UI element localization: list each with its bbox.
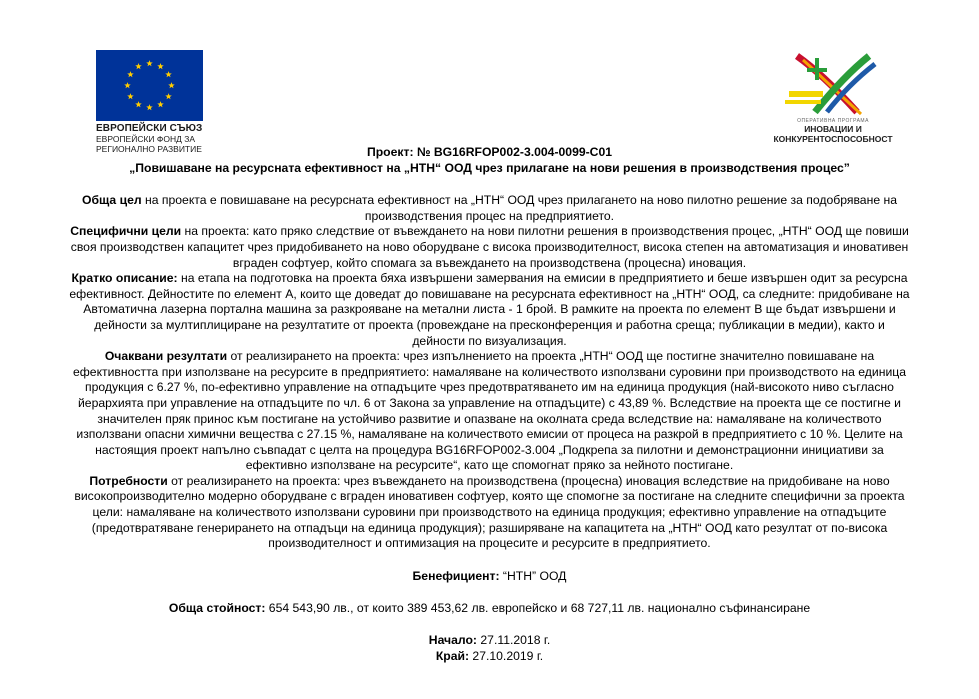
total-cost	[10, 601, 969, 617]
start-date-value: 27.11.2018 г.	[477, 633, 551, 648]
beneficiary-value: “НТН” ООД	[499, 568, 567, 583]
program-subtitle: ОПЕРАТИВНА ПРОГРАМА	[797, 118, 869, 124]
summary-line: дейности за мултиплициране на резултатите от проекта (провеждане на пресконференция и работна среща; публикации в медии), както и	[94, 317, 885, 332]
results-line: ефективността при използване на ресурсите в предприятието: намаляване на количеството използвани суровини при производството на единица	[72, 364, 907, 379]
beneficiary	[10, 569, 969, 585]
end-date-value: 27.10.2019 г.	[469, 648, 544, 663]
specific-goals-line: вграден софтуер, който спомага за въвеждането на производствена (процесна) иновация.	[232, 255, 747, 270]
eu-flag-icon	[96, 50, 203, 121]
general-goal-label: Обща цел	[81, 193, 142, 208]
start-date-label: Начало:	[428, 633, 477, 648]
project-number: Проект: № BG16RFOP002-3.004-0099-C01	[366, 145, 613, 159]
specific-goals-line: своя производствен капацитет чрез придобиването на ново оборудване с висока производителност, висока степен на автоматизация и иновативен	[70, 239, 909, 254]
program-logo	[768, 50, 898, 144]
specific-goals: Специфични цели на проекта: като пряко следствие от въвеждането на нови пилотни решения в производствения процес, „НТН“ ООД ще повиши	[70, 224, 909, 239]
needs-label: Потребности	[89, 473, 168, 488]
needs-line: високопроизводително модерно оборудване с вграден иновативен софтуер, която ще спомогне за постигане на следните специфични за проекта	[74, 489, 905, 504]
eu-fund-line2: РЕГИОНАЛНО РАЗВИТИЕ	[96, 144, 202, 154]
results-line: настоящия проект напълно съвпадат с целта на процедура BG16RFOP002-3.004 „Подкрепа за пилотни и демонстрационни инициативи за	[95, 442, 884, 457]
results-line: използвани опасни химични вещества с 27.15 %, намаляване на количеството емисии от процеса на разкрой в предприятието с 10 %. Целите на	[76, 427, 903, 442]
specific-goals-label: Специфични цели	[70, 224, 182, 239]
expected-results-label: Очаквани резултати	[104, 349, 228, 364]
project-title: „Повишаване на ресурсната ефективност на „НТН“ ООД чрез прилагане на нови решения в производствения процес”	[129, 160, 850, 175]
results-line: продукция с 6.27 %, по-ефективно управление на отпадъците чрез предотвратяването им на единица продукция (най-високото ниво съгласно	[85, 380, 894, 395]
summary: Кратко описание: на етапа на подготовка на проекта бяха извършени замервания на емисии в предприятието и беше извършен одит за ресурсна	[71, 271, 908, 286]
total-cost-label: Обща стойност:	[168, 601, 266, 616]
summary-line: дейности по визуализация.	[412, 333, 567, 348]
needs-line: производителност и оптимизация на процесите и ресурсите в предприятието.	[268, 536, 711, 551]
program-name-line1: ИНОВАЦИИ И	[804, 124, 862, 134]
needs-line: (предотвратяване генерирането на отпадъци на единица продукция); разширяване на капацитета на „НТН“ ООД като резултат от по-висока	[91, 520, 888, 535]
general-goal: Обща цел на проекта е повишаване на ресурсната ефективност на „НТН“ ООД чрез прилагането на ново пилотно решение за подобряване на	[81, 193, 897, 208]
program-mark-icon	[777, 50, 889, 116]
results-line: йерархията при управление на отпадъците по чл. 6 от Закона за управление на отпадъците) с 43,89 %. Вследствие на проекта ще се постигне и	[78, 395, 901, 410]
summary-line: ефективност. Дейностите по елемент А, които ще доведат до повишаване на ресурсната ефективност на „НТН“ ООД, са следните: придобиване на	[69, 286, 910, 301]
needs: Потребности от реализирането на проекта: чрез въвеждането на производствена (процесна) иновация вследствие на придобиване на ново	[89, 473, 890, 488]
summary-label: Кратко описание:	[71, 271, 178, 286]
end-date	[10, 649, 969, 665]
needs-line: цели: намаляване на количеството използвани суровини при производството на единица продукция; ефективно управление на отпадъците	[92, 505, 887, 520]
results-line: значителен пряк принос към постигане на устойчиво развитие и опазване на околната среда вследствие на: намаляване на количеството	[97, 411, 882, 426]
program-name-line2: КОНКУРЕНТОСПОСОБНОСТ	[773, 134, 893, 144]
total-cost-value: 654 543,90 лв., от които 389 453,62 лв. европейско и 68 727,11 лв. национално съфинансиране	[265, 601, 811, 616]
eu-fund-line1: ЕВРОПЕЙСКИ ФОНД ЗА	[96, 134, 196, 144]
start-date	[10, 633, 969, 649]
end-date-label: Край:	[435, 648, 470, 663]
beneficiary-label: Бенефициент:	[412, 568, 500, 583]
summary-line: Автоматична лазерна портална машина за разкрояване на метални листа - 1 брой. В рамките на проекта по елемент В ще бъдат извършени и	[83, 302, 896, 317]
eu-logo	[96, 50, 206, 154]
general-goal-line: производствения процес на предприятието.	[364, 208, 615, 223]
expected-results: Очаквани резултати от реализирането на проекта: чрез изпълнението на проекта „НТН“ ООД ще постигне значително повишаване на	[104, 349, 875, 364]
eu-name: ЕВРОПЕЙСКИ СЪЮЗ	[96, 123, 203, 134]
results-line: ефективно използване на ресурсите“, като ще спомогнат пряко за нейното постигане.	[245, 458, 734, 473]
document-body	[10, 145, 969, 664]
